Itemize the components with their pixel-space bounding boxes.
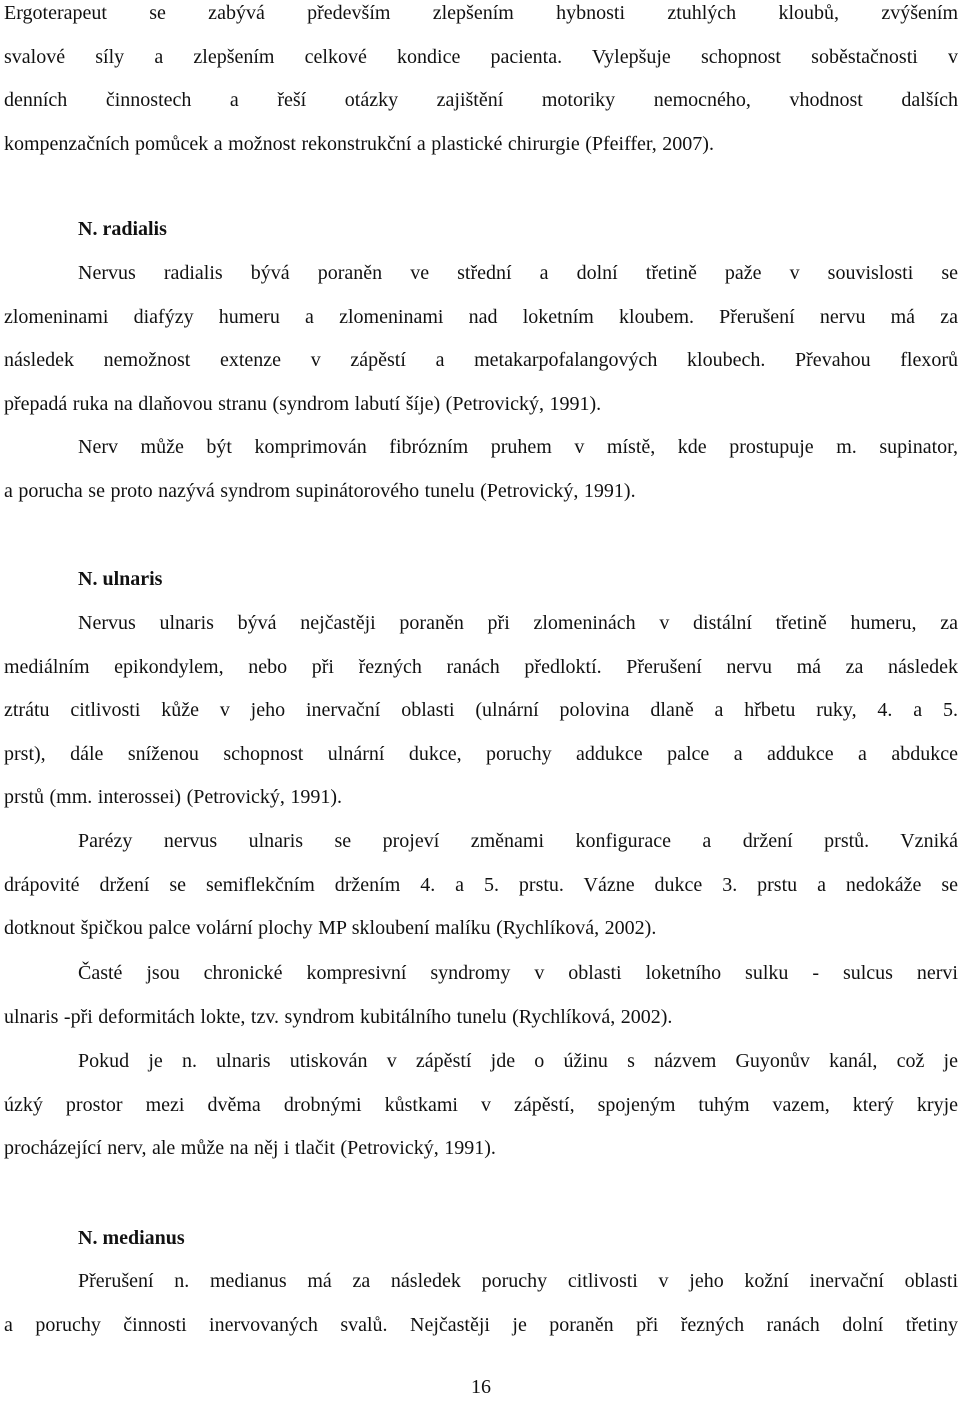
text-line: Nerv může být komprimován fibrózním pruhem v místě, kde prostupuje m. supinator, <box>78 436 958 458</box>
text-line: prst), dále sníženou schopnost ulnární dukce, poruchy addukce palce a addukce a abdukce <box>4 742 958 765</box>
page-number: 16 <box>471 1376 491 1398</box>
document-page <box>4 0 958 1403</box>
text-line: ztrátu citlivosti kůže v jeho inervační oblasti (ulnární polovina dlaně a hřbetu ruky, 4. a 5. <box>4 699 958 721</box>
text-line: svalové síly a zlepšením celkové kondice pacienta. Vylepšuje schopnost soběstačnosti v <box>4 45 958 68</box>
text-line: Ergoterapeut se zabývá především zlepšením hybnosti ztuhlých kloubů, zvýšením <box>4 2 958 24</box>
text-line: následek nemožnost extenze v zápěstí a metakarpofalangových kloubech. Převahou flexorů <box>4 349 958 371</box>
text-line: prstů (mm. interossei) (Petrovický, 1991). <box>4 786 343 808</box>
text-line: dotknout špičkou palce volární plochy MP skloubení malíku (Rychlíková, 2002). <box>4 917 657 939</box>
text-line: drápovité držení se semiflekčním držením 4. a 5. prstu. Vázne dukce 3. prstu a nedokáže se <box>4 873 958 896</box>
text-line: procházející nerv, ale může na něj i tlačit (Petrovický, 1991). <box>4 1137 496 1159</box>
text-line: Časté jsou chronické kompresivní syndromy v oblasti loketního sulku - sulcus nervi <box>78 962 958 984</box>
ulnaris-paragraph-3 <box>4 952 958 1039</box>
radialis-paragraph-1 <box>4 252 958 426</box>
text-line: mediálním epikondylem, nebo při řezných ranách předloktí. Přerušení nervu má za následek <box>4 655 958 678</box>
text-line: Parézy nervus ulnaris se projeví změnami konfigurace a držení prstů. Vzniká <box>78 830 958 852</box>
text-line: kompenzačních pomůcek a možnost rekonstrukční a plastické chirurgie (Pfeiffer, 2007). <box>4 132 714 155</box>
text-line: ulnaris -při deformitách lokte, tzv. syndrom kubitálního tunelu (Rychlíková, 2002). <box>4 1005 673 1028</box>
text-line: úzký prostor mezi dvěma drobnými kůstkami v zápěstí, spojeným tuhým vazem, který kryje <box>4 1093 958 1116</box>
radialis-paragraph-2 <box>4 426 958 513</box>
section-heading-radialis: N. radialis <box>78 218 167 240</box>
text-line: a poruchy činnosti inervovaných svalů. Nejčastěji je poraněn při řezných ranách dolní třetiny <box>4 1313 958 1336</box>
ulnaris-paragraph-2 <box>4 820 958 951</box>
text-line: přepadá ruka na dlaňovou stranu (syndrom labutí šíje) (Petrovický, 1991). <box>4 392 602 415</box>
text-line: a porucha se proto nazývá syndrom supinátorového tunelu (Petrovický, 1991). <box>4 479 636 502</box>
text-line: Pokud je n. ulnaris utiskován v zápěstí jde o úžinu s názvem Guyonův kanál, což je <box>78 1050 958 1072</box>
medianus-paragraph-1 <box>4 1260 958 1347</box>
intro-paragraph <box>4 0 958 166</box>
ulnaris-paragraph-4 <box>4 1040 958 1171</box>
ulnaris-paragraph-1 <box>4 602 958 820</box>
text-line: denních činnostech a řeší otázky zajištění motoriky nemocného, vhodnost dalších <box>4 89 958 111</box>
text-line: Nervus radialis bývá poraněn ve střední a dolní třetině paže v souvislosti se <box>78 262 958 284</box>
text-line: zlomeninami diafýzy humeru a zlomeninami nad loketním kloubem. Přerušení nervu má za <box>4 305 958 328</box>
section-heading-medianus: N. medianus <box>78 1227 185 1249</box>
section-heading-ulnaris: N. ulnaris <box>78 568 163 590</box>
text-line: Přerušení n. medianus má za následek poruchy citlivosti v jeho kožní inervační oblasti <box>78 1270 958 1292</box>
text-line: Nervus ulnaris bývá nejčastěji poraněn při zlomeninách v distální třetině humeru, za <box>78 612 958 634</box>
